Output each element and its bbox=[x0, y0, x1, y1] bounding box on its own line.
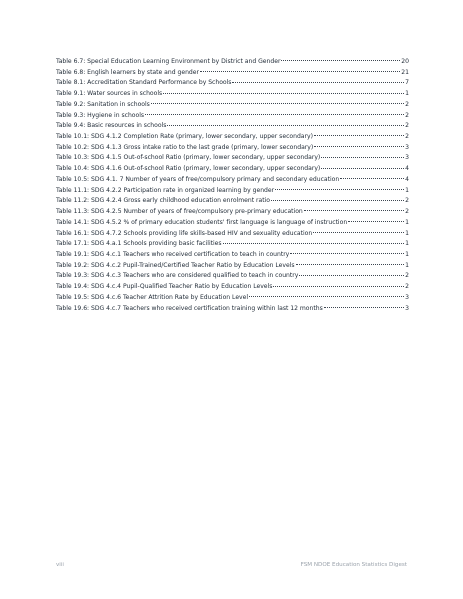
toc-entry[interactable] bbox=[56, 68, 409, 79]
toc-entry[interactable] bbox=[56, 143, 409, 154]
dot-leader bbox=[324, 307, 404, 308]
dot-leader bbox=[249, 296, 404, 297]
toc-entry-label: Table 9.3: Hygiene in schools bbox=[56, 111, 145, 119]
toc-entry-label: Table 19.2: SDG 4.c.2 Pupil-Trained/Certified Teacher Ratio by Education Levels bbox=[56, 261, 295, 269]
toc-entry[interactable] bbox=[56, 250, 409, 261]
toc-entry[interactable] bbox=[56, 100, 409, 111]
dot-leader bbox=[145, 114, 404, 115]
dot-leader bbox=[321, 168, 404, 169]
toc-entry-label: Table 9.2: Sanitation in schools bbox=[56, 100, 150, 108]
toc-entry[interactable] bbox=[56, 57, 409, 68]
toc-entry-page-number: 4 bbox=[405, 165, 409, 173]
toc-entry-page-number: 2 bbox=[405, 197, 409, 205]
toc-entry[interactable] bbox=[56, 186, 409, 197]
toc-entry[interactable] bbox=[56, 271, 409, 282]
toc-entry-label: Table 6.8: English learners by state and gender bbox=[56, 68, 199, 76]
toc-entry-label: Table 17.1: SDG 4.a.1 Schools providing basic facilities bbox=[56, 240, 222, 248]
toc-entry-page-number: 1 bbox=[405, 229, 409, 237]
footer-document-title: FSM NDOE Education Statistics Digest bbox=[300, 562, 407, 568]
toc-entry-page-number: 2 bbox=[405, 111, 409, 119]
toc-entry[interactable] bbox=[56, 111, 409, 122]
toc-entry-page-number: 3 bbox=[405, 304, 409, 312]
toc-entry[interactable] bbox=[56, 175, 409, 186]
toc-entry-page-number: 2 bbox=[405, 272, 409, 280]
table-of-contents bbox=[56, 57, 409, 314]
toc-entry-page-number: 4 bbox=[405, 175, 409, 183]
dot-leader bbox=[340, 178, 404, 179]
dot-leader bbox=[314, 135, 404, 136]
toc-entry-label: Table 16.1: SDG 4.7.2 Schools providing life skills-based HIV and sexuality education bbox=[56, 229, 313, 237]
dot-leader bbox=[321, 157, 404, 158]
toc-entry-page-number: 1 bbox=[405, 218, 409, 226]
dot-leader bbox=[232, 82, 404, 83]
toc-entry-label: Table 11.3: SDG 4.2.5 Number of years of free/compulsory pre-primary education bbox=[56, 208, 303, 216]
toc-entry-label: Table 19.5: SDG 4.c.6 Teacher Attrition Rate by Education Level bbox=[56, 293, 249, 301]
toc-entry-label: Table 6.7: Special Education Learning Environment by District and Gender bbox=[56, 58, 281, 65]
toc-entry-page-number: 3 bbox=[405, 293, 409, 301]
toc-entry-page-number: 21 bbox=[401, 68, 409, 76]
toc-entry-page-number: 20 bbox=[401, 58, 409, 65]
toc-entry[interactable] bbox=[56, 239, 409, 250]
dot-leader bbox=[167, 125, 404, 126]
toc-entry[interactable] bbox=[56, 121, 409, 132]
dot-leader bbox=[151, 103, 404, 104]
toc-entry-label: Table 10.5: SDG 4.1. 7 Number of years of free/compulsory primary and secondary education bbox=[56, 175, 340, 183]
dot-leader bbox=[223, 243, 405, 244]
toc-entry-page-number: 1 bbox=[405, 90, 409, 98]
toc-entry-page-number: 1 bbox=[405, 186, 409, 194]
toc-entry-page-number: 3 bbox=[405, 154, 409, 162]
dot-leader bbox=[281, 60, 400, 61]
toc-entry-label: Table 19.1: SDG 4.c.1 Teachers who received certification to teach in country bbox=[56, 250, 290, 258]
toc-entry[interactable] bbox=[56, 89, 409, 100]
toc-entry[interactable] bbox=[56, 293, 409, 304]
toc-entry-page-number: 2 bbox=[405, 283, 409, 291]
toc-entry-page-number: 2 bbox=[405, 208, 409, 216]
toc-entry-label: Table 19.6: SDG 4.c.7 Teachers who received certification training within last 12 months bbox=[56, 304, 323, 312]
toc-entry-page-number: 1 bbox=[405, 240, 409, 248]
toc-entry-page-number: 3 bbox=[405, 143, 409, 151]
toc-entry-label: Table 11.1: SDG 4.2.2 Participation rate in organized learning by gender bbox=[56, 186, 275, 194]
dot-leader bbox=[348, 221, 404, 222]
toc-entry-page-number: 1 bbox=[405, 261, 409, 269]
toc-entry-label: Table 10.4: SDG 4.1.6 Out-of-school Ratio (primary, lower secondary, upper secondary) bbox=[56, 165, 321, 173]
toc-entry-page-number: 2 bbox=[405, 100, 409, 108]
toc-entry-page-number: 2 bbox=[405, 122, 409, 130]
toc-entry-label: Table 10.3: SDG 4.1.5 Out-of-school Ratio (primary, lower secondary, upper secondary) bbox=[56, 154, 321, 162]
dot-leader bbox=[273, 286, 404, 287]
toc-entry-label: Table 9.1: Water sources in schools bbox=[56, 90, 163, 98]
toc-entry-label: Table 11.2: SDG 4.2.4 Gross early childhood education enrolment ratio bbox=[56, 197, 270, 205]
toc-entry-label: Table 19.4: SDG 4.c.4 Pupil-Qualified Teacher Ratio by Education Levels bbox=[56, 283, 273, 291]
dot-leader bbox=[275, 189, 404, 190]
toc-entry-page-number: 2 bbox=[405, 133, 409, 141]
toc-entry[interactable] bbox=[56, 229, 409, 240]
toc-entry[interactable] bbox=[56, 304, 409, 315]
toc-entry[interactable] bbox=[56, 196, 409, 207]
toc-entry[interactable] bbox=[56, 164, 409, 175]
toc-entry-label: Table 10.2: SDG 4.1.3 Gross intake ratio to the last grade (primary, lower secondary) bbox=[56, 143, 314, 151]
toc-entry-page-number: 1 bbox=[405, 250, 409, 258]
dot-leader bbox=[314, 146, 404, 147]
toc-list bbox=[56, 57, 409, 314]
dot-leader bbox=[299, 275, 404, 276]
toc-entry[interactable] bbox=[56, 218, 409, 229]
dot-leader bbox=[271, 200, 404, 201]
toc-entry-label: Table 14.1: SDG 4.5.2 % of primary education students' first language is language of instruction bbox=[56, 218, 348, 226]
toc-entry-label: Table 19.3: SDG 4.c.3 Teachers who are considered qualified to teach in country bbox=[56, 272, 299, 280]
toc-entry-page-number: 7 bbox=[405, 79, 409, 87]
footer-page-number: viii bbox=[56, 562, 64, 568]
dot-leader bbox=[163, 93, 404, 94]
toc-entry[interactable] bbox=[56, 153, 409, 164]
dot-leader bbox=[296, 264, 405, 265]
toc-entry[interactable] bbox=[56, 78, 409, 89]
dot-leader bbox=[304, 210, 404, 211]
toc-entry-label: Table 8.1: Accreditation Standard Performance by Schools bbox=[56, 79, 232, 87]
toc-entry[interactable] bbox=[56, 261, 409, 272]
toc-entry[interactable] bbox=[56, 207, 409, 218]
dot-leader bbox=[290, 253, 404, 254]
toc-entry-label: Table 10.1: SDG 4.1.2 Completion Rate (primary, lower secondary, upper secondary) bbox=[56, 133, 313, 141]
dot-leader bbox=[313, 232, 404, 233]
toc-entry-label: Table 9.4: Basic resources in schools bbox=[56, 122, 167, 130]
toc-entry[interactable] bbox=[56, 132, 409, 143]
dot-leader bbox=[200, 71, 400, 72]
toc-entry[interactable] bbox=[56, 282, 409, 293]
